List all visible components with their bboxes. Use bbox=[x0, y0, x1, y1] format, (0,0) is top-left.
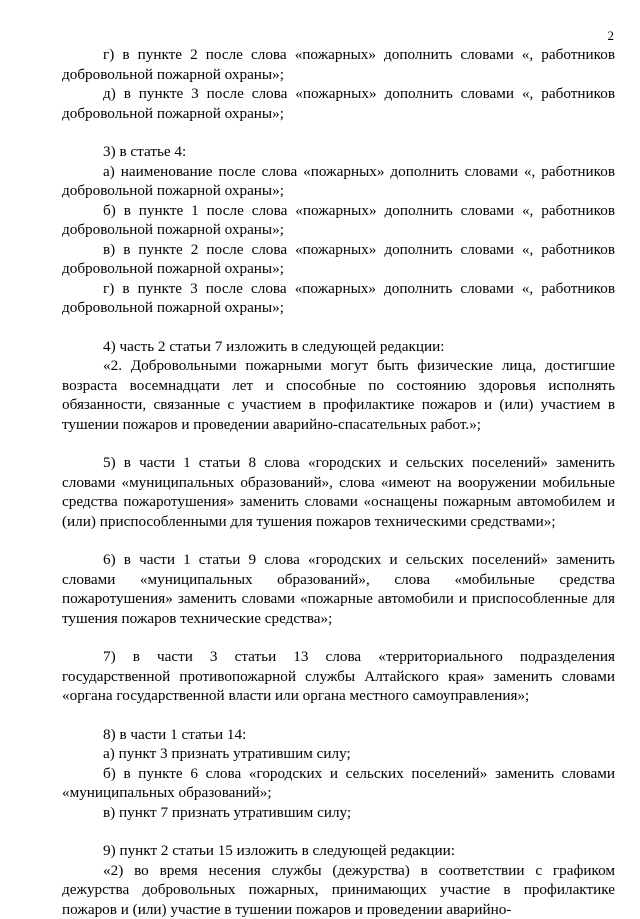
document-page bbox=[62, 26, 615, 919]
paragraph: д) в пункте 3 после слова «пожарных» дополнить словами «, работников добровольной пожарной охраны»; bbox=[62, 84, 615, 123]
paragraph: г) в пункте 3 после слова «пожарных» дополнить словами «, работников добровольной пожарной охраны»; bbox=[62, 279, 615, 318]
document-body bbox=[62, 45, 615, 919]
paragraph: г) в пункте 2 после слова «пожарных» дополнить словами «, работников добровольной пожарной охраны»; bbox=[62, 45, 615, 84]
paragraph: «2. Добровольными пожарными могут быть физические лица, достигшие возраста восемнадцати лет и способные по состоянию здоровья исполнять обязанности, связанные с участием в профилактике пожаров и (или) участием в тушении пожаров и проведении аварийно-спасательных работ.»; bbox=[62, 356, 615, 434]
paragraph: 3) в статье 4: bbox=[62, 142, 615, 162]
paragraph: 6) в части 1 статьи 9 слова «городских и сельских поселений» заменить словами «муниципальных образований», слова «мобильные средства пожаротушения» заменить словами «пожарные автомобили и приспособленные для тушения пожаров технические средства»; bbox=[62, 550, 615, 628]
paragraph: б) в пункте 6 слова «городских и сельских поселений» заменить словами «муниципальных образований»; bbox=[62, 764, 615, 803]
paragraph: в) в пункте 2 после слова «пожарных» дополнить словами «, работников добровольной пожарной охраны»; bbox=[62, 240, 615, 279]
paragraph: 9) пункт 2 статьи 15 изложить в следующей редакции: bbox=[62, 841, 615, 861]
paragraph: а) пункт 3 признать утратившим силу; bbox=[62, 744, 615, 764]
paragraph: 7) в части 3 статьи 13 слова «территориального подразделения государственной противопожарной службы Алтайского края» заменить словами «органа государственной власти или органа местного самоуправления»; bbox=[62, 647, 615, 706]
paragraph: а) наименование после слова «пожарных» дополнить словами «, работников добровольной пожарной охраны»; bbox=[62, 162, 615, 201]
paragraph: б) в пункте 1 после слова «пожарных» дополнить словами «, работников добровольной пожарной охраны»; bbox=[62, 201, 615, 240]
page-number: 2 bbox=[608, 28, 615, 44]
paragraph: 5) в части 1 статьи 8 слова «городских и сельских поселений» заменить словами «муниципальных образований», слова «имеют на вооружении мобильные средства пожаротушения» заменить словами «оснащены пожарным автомобилем и (или) приспособленными для тушения пожаров техническими средствами»; bbox=[62, 453, 615, 531]
paragraph: в) пункт 7 признать утратившим силу; bbox=[62, 803, 615, 823]
paragraph: 8) в части 1 статьи 14: bbox=[62, 725, 615, 745]
paragraph: «2) во время несения службы (дежурства) в соответствии с графиком дежурства добровольных пожарных, принимающих участие в профилактике пожаров и (или) участие в тушении пожаров и проведении аварийно- bbox=[62, 861, 615, 919]
paragraph: 4) часть 2 статьи 7 изложить в следующей редакции: bbox=[62, 337, 615, 357]
